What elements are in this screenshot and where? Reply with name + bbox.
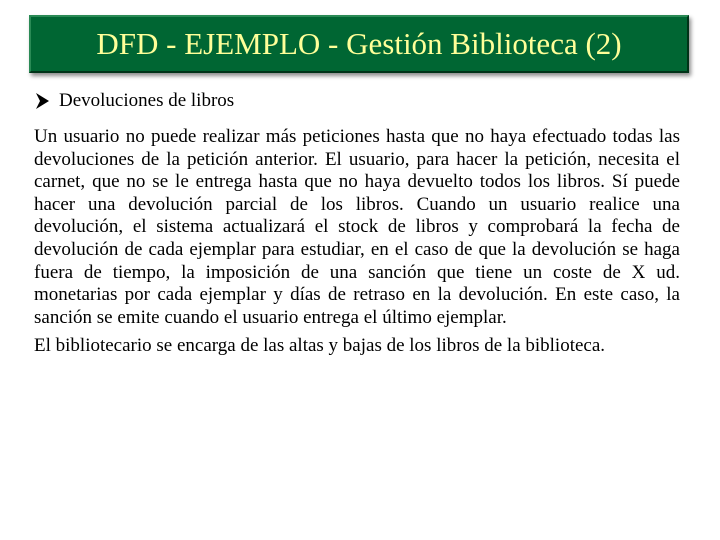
slide-title: DFD - EJEMPLO - Gestión Biblioteca (2) [96,26,622,61]
body-paragraph: Un usuario no puede realizar más peticiones hasta que no haya efectuado todas las devoluciones de la petición anterior. El usuario, para hacer la petición, necesita el carnet, que no se le entrega hasta que no haya devuelto todos los libros. Sí puede hacer una devolución parcial de los libros. Cuando un usuario realice una devolución, el sistema actualizará el stock de libros y comprobará la fecha de devolución de cada ejemplar para estudiar, en el caso de que la devolución se haga fuera de tiempo, la imposición de una sanción que tiene un coste de X ud. monetarias por cada ejemplar y días de retraso en la devolución. En este caso, la sanción se emite cuando el usuario entrega el último ejemplar. [34,126,680,328]
slide-title-bar [29,15,689,73]
body-paragraph: El bibliotecario se encarga de las altas y bajas de los libros de la biblioteca. [34,335,606,357]
bullet-heading-text: Devoluciones de libros [59,90,235,111]
bullet-heading [34,90,234,112]
arrow-bullet-icon [34,92,51,110]
body-text [34,126,680,364]
